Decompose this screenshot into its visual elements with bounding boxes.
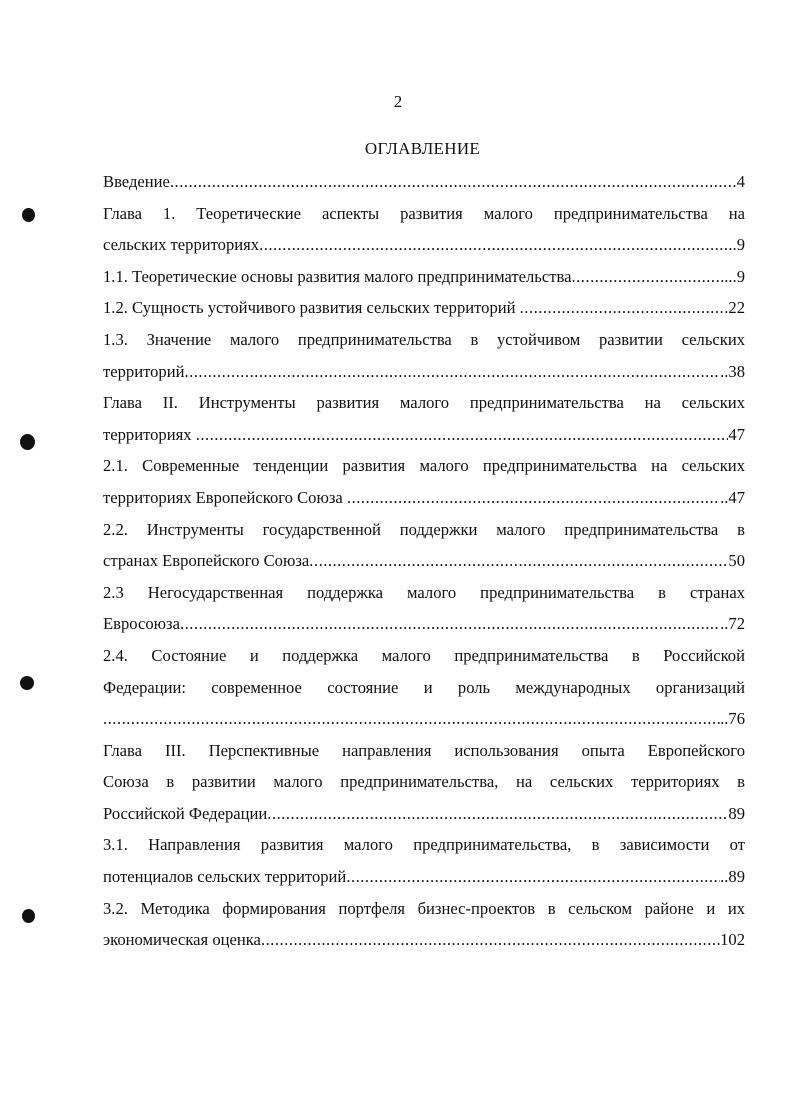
binder-hole-mark-1	[22, 208, 35, 222]
table-of-contents	[103, 166, 745, 956]
binder-hole-mark-3	[20, 676, 34, 690]
dot-leader	[347, 482, 720, 514]
toc-entry-2-2-end	[103, 545, 745, 577]
toc-page-number: ..76	[720, 709, 745, 729]
toc-entry-1-2	[103, 292, 745, 324]
toc-page-number: 22	[728, 298, 745, 318]
toc-entry-text: экономическая оценка	[103, 930, 261, 950]
toc-entry-2-1: 2.1. Современные тенденции развития малого предпринимательства на сельских	[103, 456, 745, 476]
toc-entry-chapter-3-end	[103, 798, 745, 830]
dot-leader	[267, 798, 728, 830]
toc-entry-chapter-1: Глава 1. Теоретические аспекты развития малого предпринимательства на	[103, 203, 745, 223]
toc-entry-text: потенциалов сельских территорий	[103, 867, 347, 887]
toc-entry-chapter-2-end	[103, 419, 745, 451]
toc-entry-2-4-cont: Федерации: современное состояние и роль международных организаций	[103, 677, 745, 697]
toc-entry-2-1-end	[103, 482, 745, 514]
toc-page-number: ..38	[720, 361, 745, 381]
dot-leader	[259, 229, 728, 261]
toc-entry-3-2-end	[103, 924, 745, 956]
toc-entry-2-4: 2.4. Состояние и поддержка малого предпринимательства в Российской	[103, 645, 745, 665]
toc-entry-text: сельских территориях	[103, 235, 260, 255]
toc-page-number: 89	[728, 803, 745, 823]
toc-entry-1-3-end	[103, 356, 745, 388]
toc-title: ОГЛАВЛЕНИЕ	[364, 139, 481, 158]
toc-entry-3-2: 3.2. Методика формирования портфеля бизнес-проектов в сельском районе и их	[103, 898, 745, 918]
toc-entry-chapter-3-cont: Союза в развитии малого предпринимательства, на сельских территориях в	[103, 772, 745, 792]
toc-entry-1-3: 1.3. Значение малого предпринимательства в устойчивом развитии сельских	[103, 329, 745, 349]
dot-leader	[184, 356, 720, 388]
toc-entry-text: 1.2. Сущность устойчивого развития сельских территорий	[103, 298, 520, 318]
dot-leader	[309, 545, 728, 577]
dot-leader	[180, 608, 720, 640]
toc-entry-text: территориях Европейского Союза	[103, 487, 347, 507]
toc-page-number: ..9	[728, 235, 745, 255]
dot-leader	[346, 861, 720, 893]
toc-entry-text: Российской Федерации	[103, 803, 268, 823]
toc-page-number: ..89	[720, 867, 745, 887]
toc-page-number: 47	[728, 424, 745, 444]
toc-page-number: ...9	[724, 266, 745, 286]
toc-page-number: 102	[720, 930, 745, 950]
binder-hole-mark-2	[20, 434, 35, 450]
toc-entry-text: странах Европейского Союза	[103, 551, 310, 571]
toc-entry-text: территориях	[103, 424, 196, 444]
toc-entry-3-1: 3.1. Направления развития малого предпринимательства, в зависимости от	[103, 835, 745, 855]
toc-entry-3-1-end	[103, 861, 745, 893]
toc-entry-intro	[103, 166, 745, 198]
toc-page-number: ..72	[720, 614, 745, 634]
dot-leader	[261, 924, 720, 956]
toc-page-number: ..47	[720, 487, 745, 507]
toc-entry-2-2: 2.2. Инструменты государственной поддержки малого предпринимательства в	[103, 519, 745, 539]
toc-entry-chapter-2: Глава II. Инструменты развития малого предпринимательства на сельских	[103, 393, 745, 413]
toc-page-number: 50	[728, 551, 745, 571]
dot-leader	[196, 419, 729, 451]
binder-hole-mark-4	[22, 909, 35, 923]
toc-entry-text: Евросоюза	[103, 614, 180, 634]
toc-entry-2-3-end	[103, 608, 745, 640]
toc-entry-text: территорий	[103, 361, 185, 381]
toc-entry-2-4-end	[103, 703, 745, 735]
dot-leader	[571, 261, 724, 293]
toc-entry-2-3: 2.3 Негосударственная поддержка малого предпринимательства в странах	[103, 582, 745, 602]
dot-leader	[103, 703, 720, 735]
toc-entry-chapter-1-end	[103, 229, 745, 261]
dot-leader	[170, 166, 737, 198]
toc-entry-1-1	[103, 261, 745, 293]
toc-entry-chapter-3: Глава III. Перспективные направления использования опыта Европейского	[103, 740, 745, 760]
toc-page-number: 4	[736, 172, 745, 191]
toc-entry-text: 1.1. Теоретические основы развития малого предпринимательства	[103, 266, 572, 286]
toc-entry-text: Введение	[103, 172, 170, 191]
page-number: 2	[393, 92, 403, 111]
dot-leader	[520, 292, 729, 324]
